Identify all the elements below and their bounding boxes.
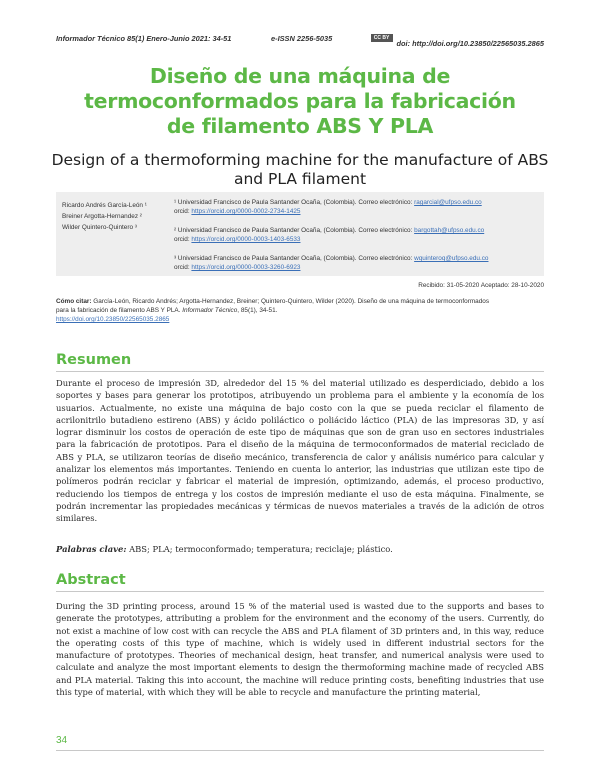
header-doi — [371, 34, 544, 48]
resumen-heading: Resumen — [56, 352, 132, 368]
title-english — [40, 151, 560, 189]
footer-divider — [56, 750, 544, 751]
affiliation — [174, 198, 540, 216]
citation — [56, 297, 544, 324]
title-es-line: de filamento ABS Y PLA — [166, 114, 434, 138]
citation-doi-link[interactable]: https://doi.org/10.23850/22565035.2865 — [56, 316, 170, 323]
resumen-text: Durante el proceso de impresión 3D, alrededor del 15 % del material utilizado es desperdiciado, debido a los soportes y bases para generar los prototipos, atribuyendo un problema para el ambiente y la economía de los usuarios. Actualmente, no existe una máquina de bajo costo con la que se pueda reciclar el filamento de acrilonitrilo butadieno estireno (ABS) y ácido poliláctico o poliácido láctico (PLA) de las impresoras 3D, y así lograr disminuir los costos de operación de este tipo de máquinas que son de gran uso en sectores industriales para la fabricación de prototipos. Para el diseño de la máquina de termoconformados de material reciclado de ABS y PLA, se utilizaron teorías de diseño mecánico, transferencia de calor y análisis numérico para calcular y analizar los elementos más importantes. Teniendo en cuenta lo anterior, las industrias que utilizan este tipo de polímeros podrán reciclar y fabricar el material de impresión, optimizando, además, el proceso productivo, reduciendo los tiempos de entrega y los costos de impresión mediante el uso de esta máquina. Finalmente, se podrán incrementar las propiedades mecánicas y térmicas de nuevos materiales a través de la adición de otros similares. — [56, 378, 544, 524]
affiliation-text: ² Universidad Francisco de Paula Santander Ocaña, (Colombia). Correo electrónico: — [174, 227, 415, 234]
title-es-line: Diseño de una máquina de — [149, 64, 451, 88]
running-header — [56, 34, 544, 48]
abstract-text: During the 3D printing process, around 15 % of the material used is wasted due to the supports and bases to generate the prototypes, attributing a problem for the environment and the economy of the users. Currently, do not exist a machine of low cost with can recycle the ABS and PLA filament of 3D printers and, in this way, reduce the operating costs of this type of machine, which is widely used in different industrial sectors for the manufacture of prototypes. Theories of mechanical design, heat transfer, and numerical analysis were used to calculate and analyze the most important elements to design the thermoforming machine made of recycled ABS and PLA material. Taking this into account, the machine will reduce printing costs, benefiting industries that use this type of material, with which they will be able to recycle and manufacture the printing material, — [56, 601, 544, 698]
affiliation — [174, 226, 540, 244]
orcid-label: orcid: — [174, 264, 192, 271]
citation-text: , 85(1), 34-51. — [237, 307, 278, 314]
citation-journal: Informador Técnico — [182, 307, 238, 314]
affiliation — [174, 254, 540, 272]
citation-text: para la fabricación de filamento ABS Y PLA. — [56, 307, 183, 314]
cc-license-icon: CC BY NC — [371, 34, 393, 42]
author-name: Breiner Argotta-Hernandez ² — [62, 213, 142, 220]
citation-line — [56, 306, 544, 315]
title-spanish — [40, 64, 560, 139]
journal-info: Informador Técnico 85(1) Enero-Junio 2021: 34-51 — [56, 34, 232, 43]
title-en-line: and PLA filament — [233, 170, 367, 188]
orcid-link[interactable]: https://orcid.org/0000-0002-2734-1425 — [191, 208, 301, 215]
affiliation-text: ¹ Universidad Francisco de Paula Santander Ocaña, (Colombia). Correo electrónico: — [174, 199, 415, 206]
citation-line — [56, 297, 544, 306]
email-link[interactable]: wquinteroq@ufpso.edu.co — [414, 255, 489, 262]
doi-link[interactable]: doi: http://doi.org/10.23850/22565035.2865 — [396, 39, 544, 48]
author-name: Ricardo Andrés García-León ¹ — [62, 202, 147, 209]
citation-line — [56, 315, 544, 324]
title-en-line: Design of a thermoforming machine for the manufacture of ABS — [51, 151, 549, 169]
affiliation-list — [174, 198, 540, 282]
keywords — [56, 544, 544, 554]
citation-text: García-León, Ricardo Andrés; Argotta-Hernandez, Breiner; Quintero-Quintero, Wilder (2020). Diseño de una máquina de termoconformados — [93, 298, 490, 305]
affiliation-text: ³ Universidad Francisco de Paula Santander Ocaña, (Colombia). Correo electrónico: — [174, 255, 415, 262]
email-link[interactable]: bargottah@ufpso.edu.co — [414, 227, 485, 234]
abstract-heading: Abstract — [56, 572, 126, 588]
title-es-line: termoconformados para la fabricación — [84, 89, 516, 113]
orcid-label: orcid: — [174, 236, 192, 243]
authors-panel — [56, 192, 544, 276]
received-dates: Recibido: 31-05-2020 Aceptado: 28-10-2020 — [418, 282, 544, 289]
author-name: Wilder Quintero-Quintero ³ — [62, 224, 137, 231]
issn: e-ISSN 2256-5035 — [271, 34, 333, 43]
page-number: 34 — [56, 735, 68, 746]
divider — [56, 591, 544, 592]
orcid-label: orcid: — [174, 208, 192, 215]
orcid-link[interactable]: https://orcid.org/0000-0003-1403-6533 — [191, 236, 301, 243]
citation-label: Cómo citar: — [56, 298, 92, 305]
orcid-link[interactable]: https://orcid.org/0000-0003-3260-6923 — [191, 264, 301, 271]
keywords-label: Palabras clave: — [56, 544, 127, 554]
divider — [56, 371, 544, 372]
email-link[interactable]: ragarcial@ufpso.edu.co — [414, 199, 482, 206]
author-list — [62, 200, 182, 233]
keywords-text: ABS; PLA; termoconformado; temperatura; reciclaje; plástico. — [126, 544, 393, 554]
